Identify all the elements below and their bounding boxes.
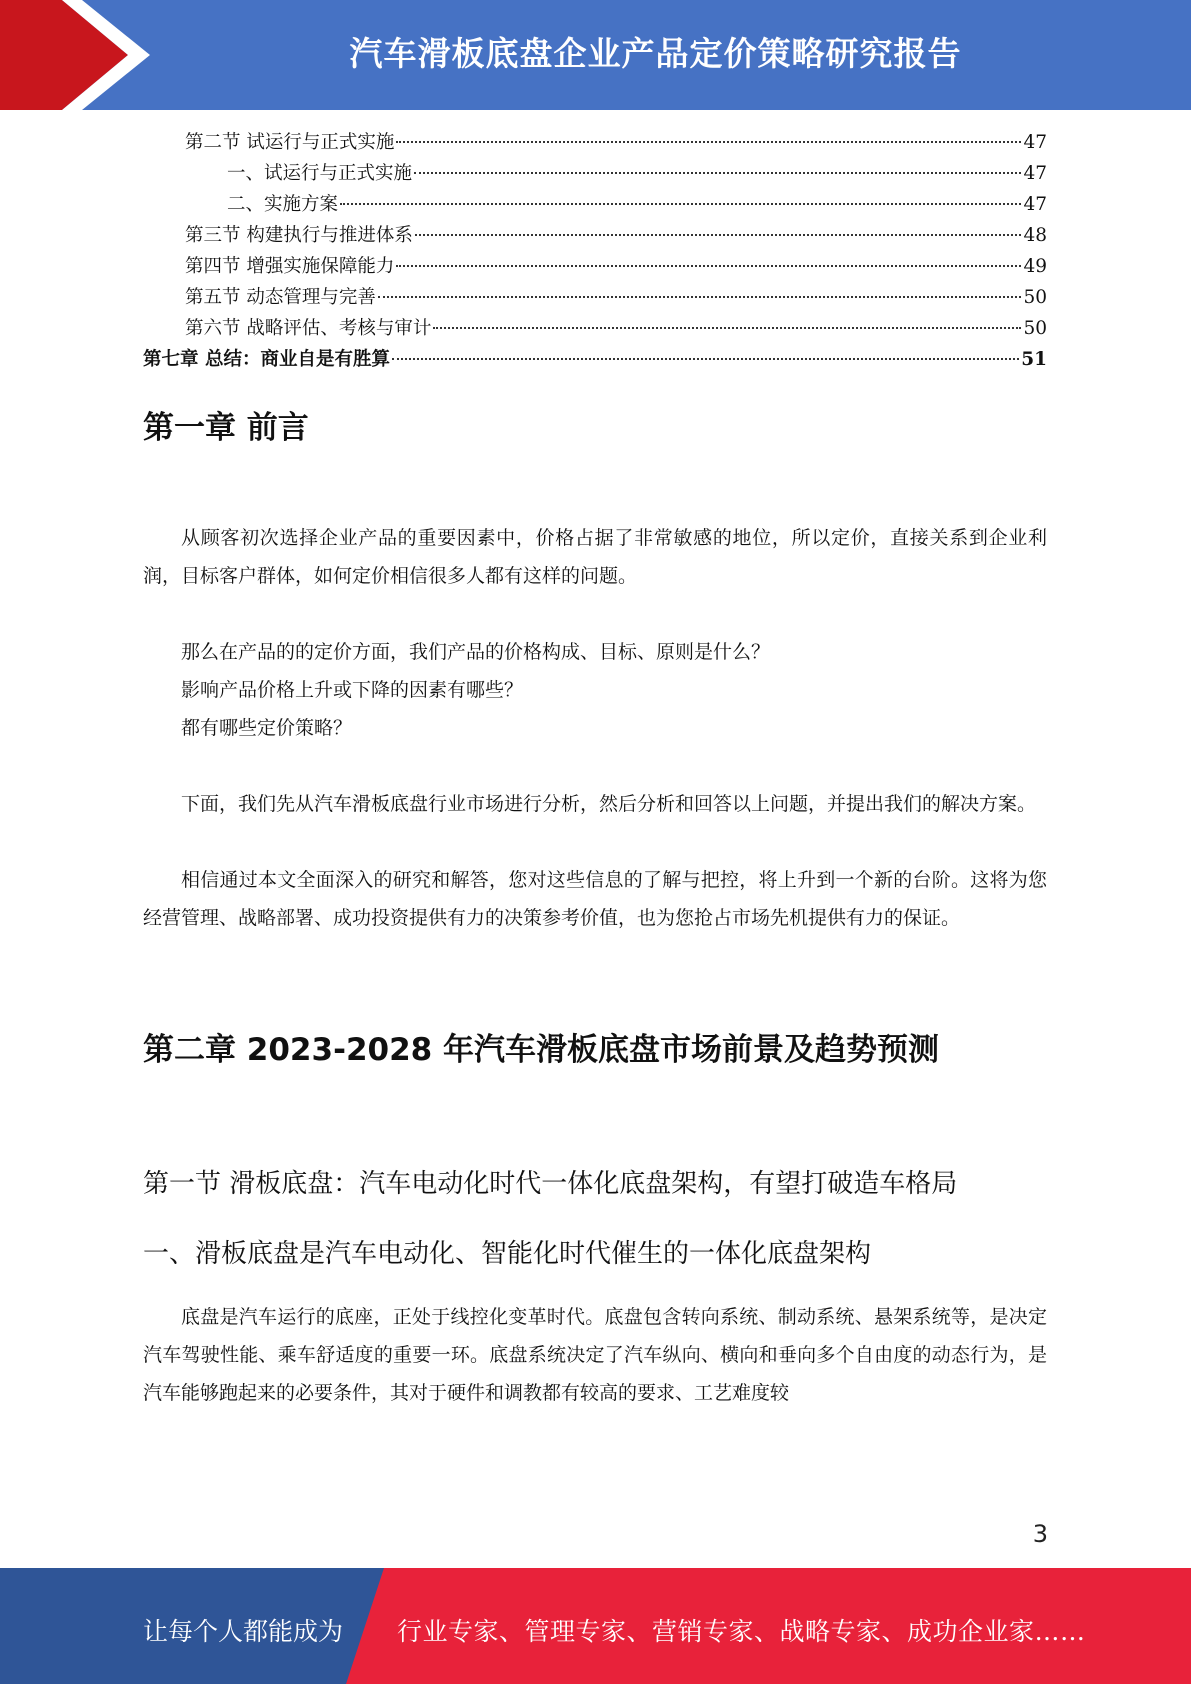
toc-entry[interactable] bbox=[143, 190, 1047, 221]
toc-leader-dots bbox=[414, 172, 1021, 174]
section1-heading: 第一节 滑板底盘：汽车电动化时代一体化底盘架构，有望打破造车格局 bbox=[143, 1169, 958, 1200]
chapter1-paragraph-1: 从顾客初次选择企业产品的重要因素中，价格占据了非常敏感的地位，所以定价，直接关系到企业利润，目标客户群体，如何定价相信很多人都有这样的问题。 bbox=[143, 527, 1047, 588]
report-title: 汽车滑板底盘企业产品定价策略研究报告 bbox=[349, 34, 962, 73]
page-footer bbox=[0, 1568, 1191, 1684]
question-3: 都有哪些定价策略？ bbox=[181, 717, 353, 740]
question-1: 那么在产品的的定价方面，我们产品的价格构成、目标、原则是什么？ bbox=[181, 641, 771, 664]
question-2: 影响产品价格上升或下降的因素有哪些？ bbox=[181, 679, 524, 702]
toc-entry-title: 第七章 总结：商业自是有胜算 bbox=[143, 349, 390, 370]
chapter1-paragraph-3: 相信通过本文全面深入的研究和解答，您对这些信息的了解与把控，将上升到一个新的台阶。这将为您经营管理、战略部署、成功投资提供有力的决策参考价值，也为您抢占市场先机提供有力的保证。 bbox=[143, 869, 1047, 930]
toc-entry[interactable] bbox=[143, 221, 1047, 252]
chapter2-paragraph-1: 底盘是汽车运行的底座，正处于线控化变革时代。底盘包含转向系统、制动系统、悬架系统等，是决定汽车驾驶性能、乘车舒适度的重要一环。底盘系统决定了汽车纵向、横向和垂向多个自由度的动态行为，是汽车能够跑起来的必要条件，其对于硬件和调教都有较高的要求、工艺难度较 bbox=[143, 1305, 1047, 1404]
toc-entry-title: 第五节 动态管理与完善 bbox=[185, 287, 376, 308]
page-header bbox=[0, 0, 1191, 110]
toc-entry-title: 第四节 增强实施保障能力 bbox=[185, 256, 395, 277]
toc-leader-dots bbox=[396, 141, 1021, 143]
toc-leader-dots bbox=[378, 296, 1022, 298]
toc-entry-title: 第六节 战略评估、考核与审计 bbox=[185, 318, 432, 339]
toc-entry-page: 47 bbox=[1023, 194, 1047, 215]
toc-leader-dots bbox=[396, 265, 1021, 267]
toc-leader-dots bbox=[433, 327, 1021, 329]
toc-leader-dots bbox=[415, 234, 1022, 236]
footer-slogan-right: 行业专家、管理专家、营销专家、战略专家、成功企业家…… bbox=[397, 1617, 1086, 1646]
toc-entry[interactable] bbox=[143, 314, 1047, 345]
toc-entry-page: 48 bbox=[1023, 225, 1047, 246]
toc-entry[interactable] bbox=[143, 345, 1047, 376]
toc-entry-page: 50 bbox=[1023, 287, 1047, 308]
toc-leader-dots bbox=[392, 358, 1019, 360]
toc-leader-dots bbox=[340, 203, 1021, 205]
toc-entry-page: 49 bbox=[1023, 256, 1047, 277]
chapter1-heading: 第一章 前言 bbox=[143, 410, 309, 446]
table-of-contents bbox=[143, 128, 1047, 376]
footer-slogan-left: 让每个人都能成为 bbox=[143, 1617, 344, 1646]
toc-entry[interactable] bbox=[143, 252, 1047, 283]
chapter2-heading: 第二章 2023-2028 年汽车滑板底盘市场前景及趋势预测 bbox=[143, 1032, 940, 1069]
toc-entry-page: 50 bbox=[1023, 318, 1047, 339]
chapter1-paragraph-2: 下面，我们先从汽车滑板底盘行业市场进行分析，然后分析和回答以上问题，并提出我们的解决方案。 bbox=[181, 793, 1037, 816]
toc-entry-title: 第三节 构建执行与推进体系 bbox=[185, 225, 413, 246]
toc-entry[interactable] bbox=[143, 283, 1047, 314]
header-arrow-decoration bbox=[0, 0, 160, 110]
toc-entry-page: 47 bbox=[1023, 163, 1047, 184]
toc-entry-title: 第二节 试运行与正式实施 bbox=[185, 132, 395, 153]
main-content bbox=[143, 410, 1047, 1412]
subsection1-heading: 一、滑板底盘是汽车电动化、智能化时代催生的一体化底盘架构 bbox=[143, 1238, 872, 1269]
toc-entry-page: 47 bbox=[1023, 132, 1047, 153]
toc-entry-title: 一、试运行与正式实施 bbox=[227, 163, 413, 184]
page-number: 3 bbox=[1032, 1520, 1048, 1548]
toc-entry-page: 51 bbox=[1021, 349, 1047, 370]
toc-entry[interactable] bbox=[143, 159, 1047, 190]
toc-entry-title: 二、实施方案 bbox=[227, 194, 339, 215]
toc-entry[interactable] bbox=[143, 128, 1047, 159]
